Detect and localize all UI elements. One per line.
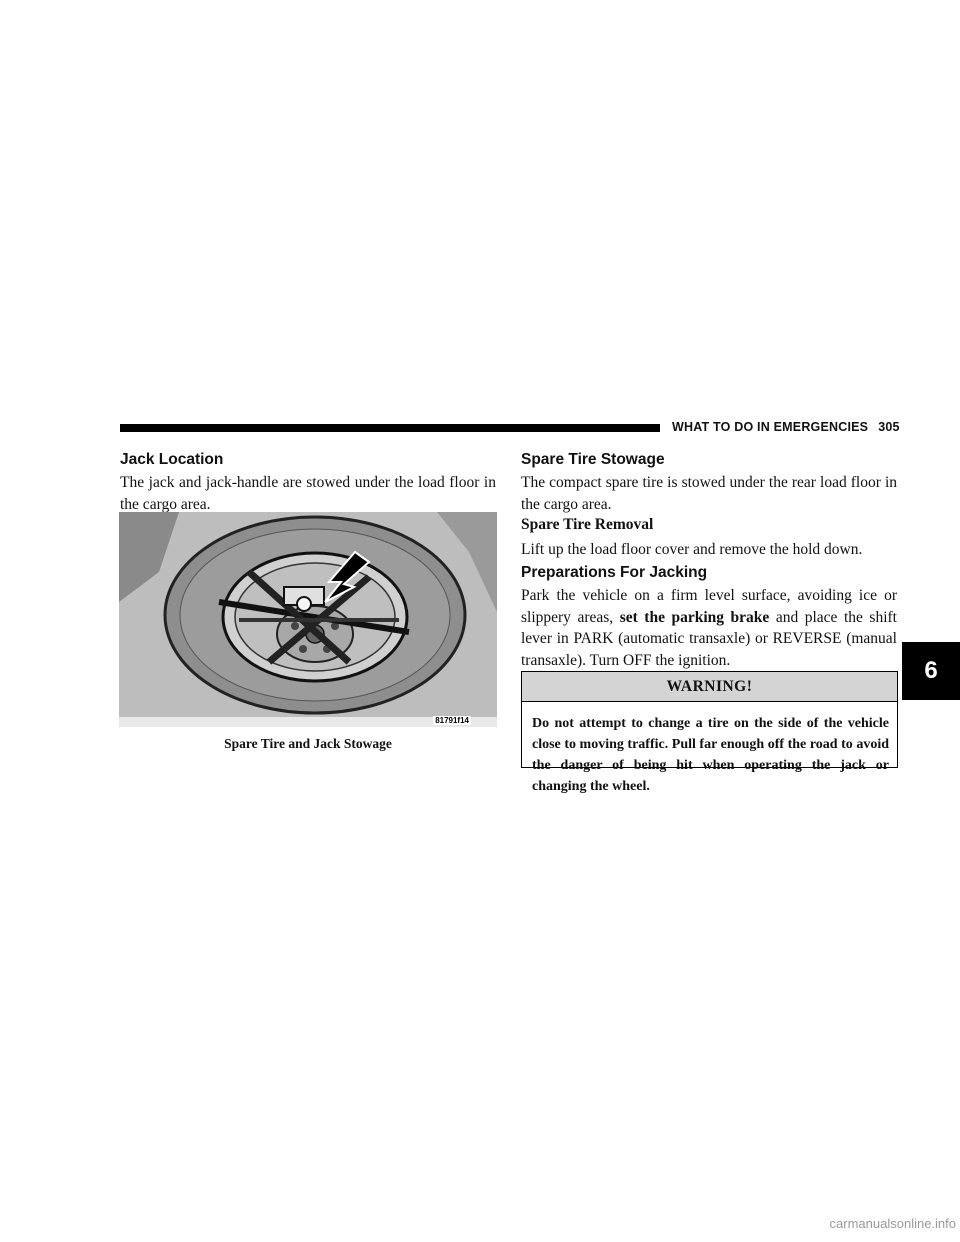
- header-rule: [120, 424, 660, 432]
- preparations-jacking-heading: Preparations For Jacking: [521, 564, 708, 581]
- spare-tire-jack-figure: [119, 512, 497, 727]
- parking-brake-emphasis: set the parking brake: [619, 608, 770, 626]
- figure-caption: Spare Tire and Jack Stowage: [224, 736, 392, 751]
- watermark-link[interactable]: carmanualsonline.info: [829, 1216, 956, 1231]
- jacking-text-start: Park the vehicle on a firm level surface, avoiding ice or slippery areas,: [521, 587, 897, 626]
- jack-location-heading: Jack Location: [120, 451, 224, 468]
- spare-tire-stowage-heading: Spare Tire Stowage: [521, 451, 665, 468]
- section-title: WHAT TO DO IN EMERGENCIES: [672, 420, 869, 434]
- warning-title: WARNING!: [522, 672, 897, 702]
- page-number: 305: [878, 420, 900, 434]
- jacking-text-end: and place the shift lever in PARK (automatic transaxle) or REVERSE (manual transaxle). Turn OFF the ignition.: [521, 608, 897, 669]
- warning-text: Do not attempt to change a tire on the side of the vehicle close to moving traffic. Pull far enough off the road to avoid the danger of being hit when operating the jack or changing the wheel.: [532, 716, 889, 794]
- spare-tire-removal-paragraph: Lift up the load floor cover and remove the hold down.: [521, 541, 863, 558]
- chapter-tab[interactable]: 6: [902, 642, 960, 700]
- spare-tire-stowage-paragraph: The compact spare tire is stowed under the rear load floor in the cargo area.: [521, 474, 897, 513]
- warning-box: [521, 671, 898, 794]
- jack-location-paragraph: The jack and jack-handle are stowed under the load floor in the cargo area.: [120, 474, 496, 513]
- spare-tire-removal-subheading: Spare Tire Removal: [521, 516, 654, 533]
- preparations-jacking-paragraph: [521, 585, 897, 671]
- figure-code: 81791f14: [435, 716, 469, 725]
- spare-tire-illustration: [119, 512, 497, 727]
- running-head: [672, 420, 912, 438]
